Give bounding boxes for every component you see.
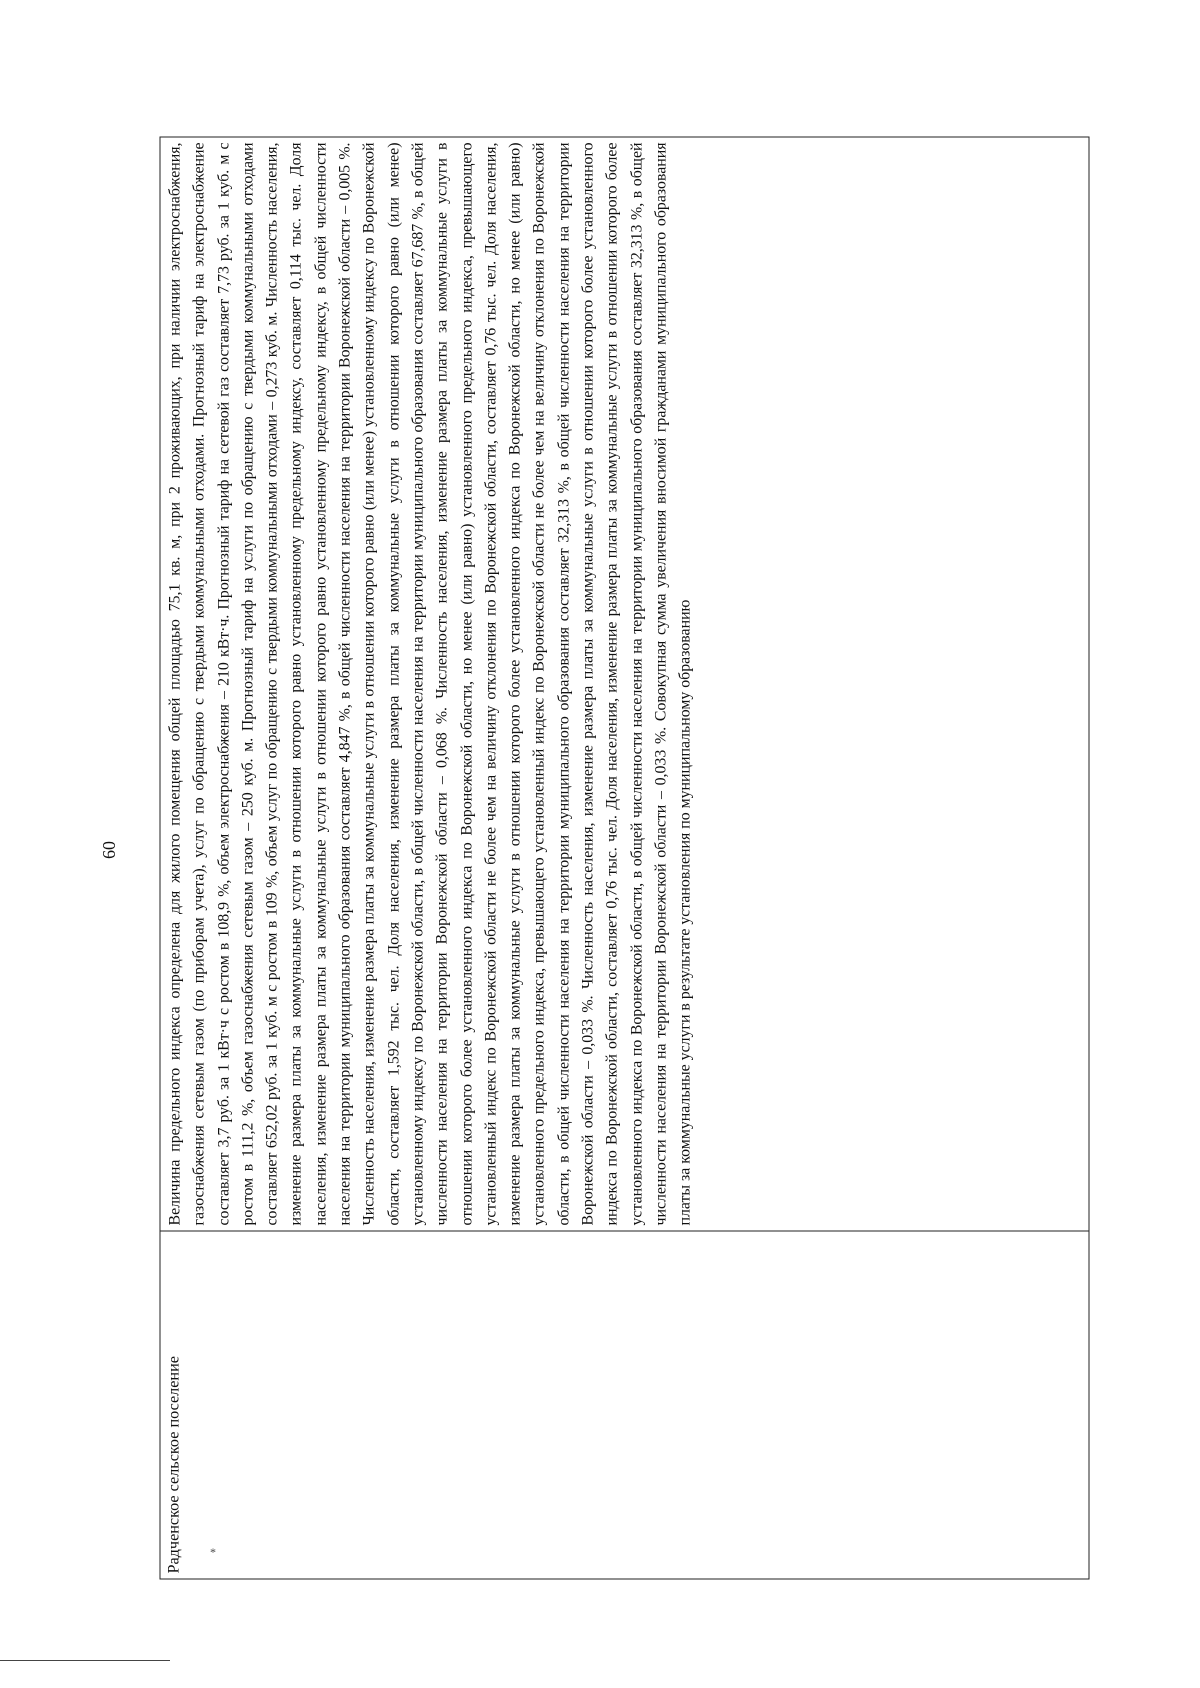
tariff-index-table xyxy=(159,137,1089,1580)
stray-mark: * xyxy=(210,1545,216,1559)
municipality-name: Радченское сельское поселение xyxy=(164,1356,182,1574)
index-description-text: Величина предельного индекса определена для жилого помещения общей площадью 75,1 кв. м, при 2 проживающих, при наличии электроснабжения, газоснабжения сетевым газом (по приборам учета), услуг по обращению с твердыми коммунальными отходами. Прогнозный тариф на электроснабжение составляет 3,7 руб. за 1 кВт·ч с ростом в 108,9 %, объем электроснабжения – 210 кВт·ч. Прогнозный тариф на сетевой газ составляет 7,73 руб. за 1 куб. м с ростом в 111,2 %, объем газоснабжения сетевым газом – 250 куб. м. Прогнозный тариф на услуги по обращению с твердыми коммунальными отходами составляет 652,02 руб. за 1 куб. м с ростом в 109 %, объем услуг по обращению с твердыми коммунальными отходами – 0,273 куб. м. Численность населения, изменение размера платы за коммунальные услуги в отношении которого равно установленному предельному индексу, составляет 0,114 тыс. чел. Доля населения, изменение размера платы за коммунальные услуги в отношении которого равно установленному предельному индексу, в общей численности населения на территории муниципального образования составляет 4,847 %, в общей численности населения на территории Воронежской области – 0,005 %. Численность населения, изменение размера платы за коммунальные услуги в отношении которого равно (или менее) установленному индексу по Воронежской области, составляет 1,592 тыс. чел. Доля населения, изменение размера платы за коммунальные услуги в отношении которого равно (или менее) установленному индексу по Воронежской области, в общей численности населения на территории муниципального образования составляет 67,687 %, в общей численности населения на территории Воронежской области – 0,068 %. Численность населения, изменение размера платы за коммунальные услуги в отношении которого более установленного индекса по Воронежской области, но менее (или равно) установленного предельного индекса, превышающего установленный индекс по Воронежской области не более чем на величину отклонения по Воронежской области, составляет 0,76 тыс. чел. Доля населения, изменение размера платы за коммунальные услуги в отношении которого более установленного индекса по Воронежской области, но менее (или равно) установленного предельного индекса, превышающего установленный индекс по Воронежской области не более чем на величину отклонения по Воронежской области, в общей численности населения на территории муниципального образования составляет 32,313 %, в общей численности населения на территории Воронежской области – 0,033 %. Численность населения, изменение размера платы за коммунальные услуги в отношении которого более установленного индекса по Воронежской области, составляет 0,76 тыс. чел. Доля населения, изменение размера платы за коммунальные услуги в отношении которого более установленного индекса по Воронежской области, в общей численности населения на территории муниципального образования составляет 32,313 %, в общей численности населения на территории Воронежской области – 0,033 %. Совокупная сумма увеличения вносимой гражданами муниципального образования платы за коммунальные услуги в результате установления по муниципальному образованию xyxy=(166,142,694,1226)
page-number: 60 xyxy=(99,841,119,859)
municipality-name-cell xyxy=(160,1231,1089,1579)
footnote-divider xyxy=(0,1660,170,1661)
table-row xyxy=(160,137,1089,1579)
table-sheet xyxy=(159,137,1089,1580)
index-description-cell xyxy=(160,137,1089,1231)
